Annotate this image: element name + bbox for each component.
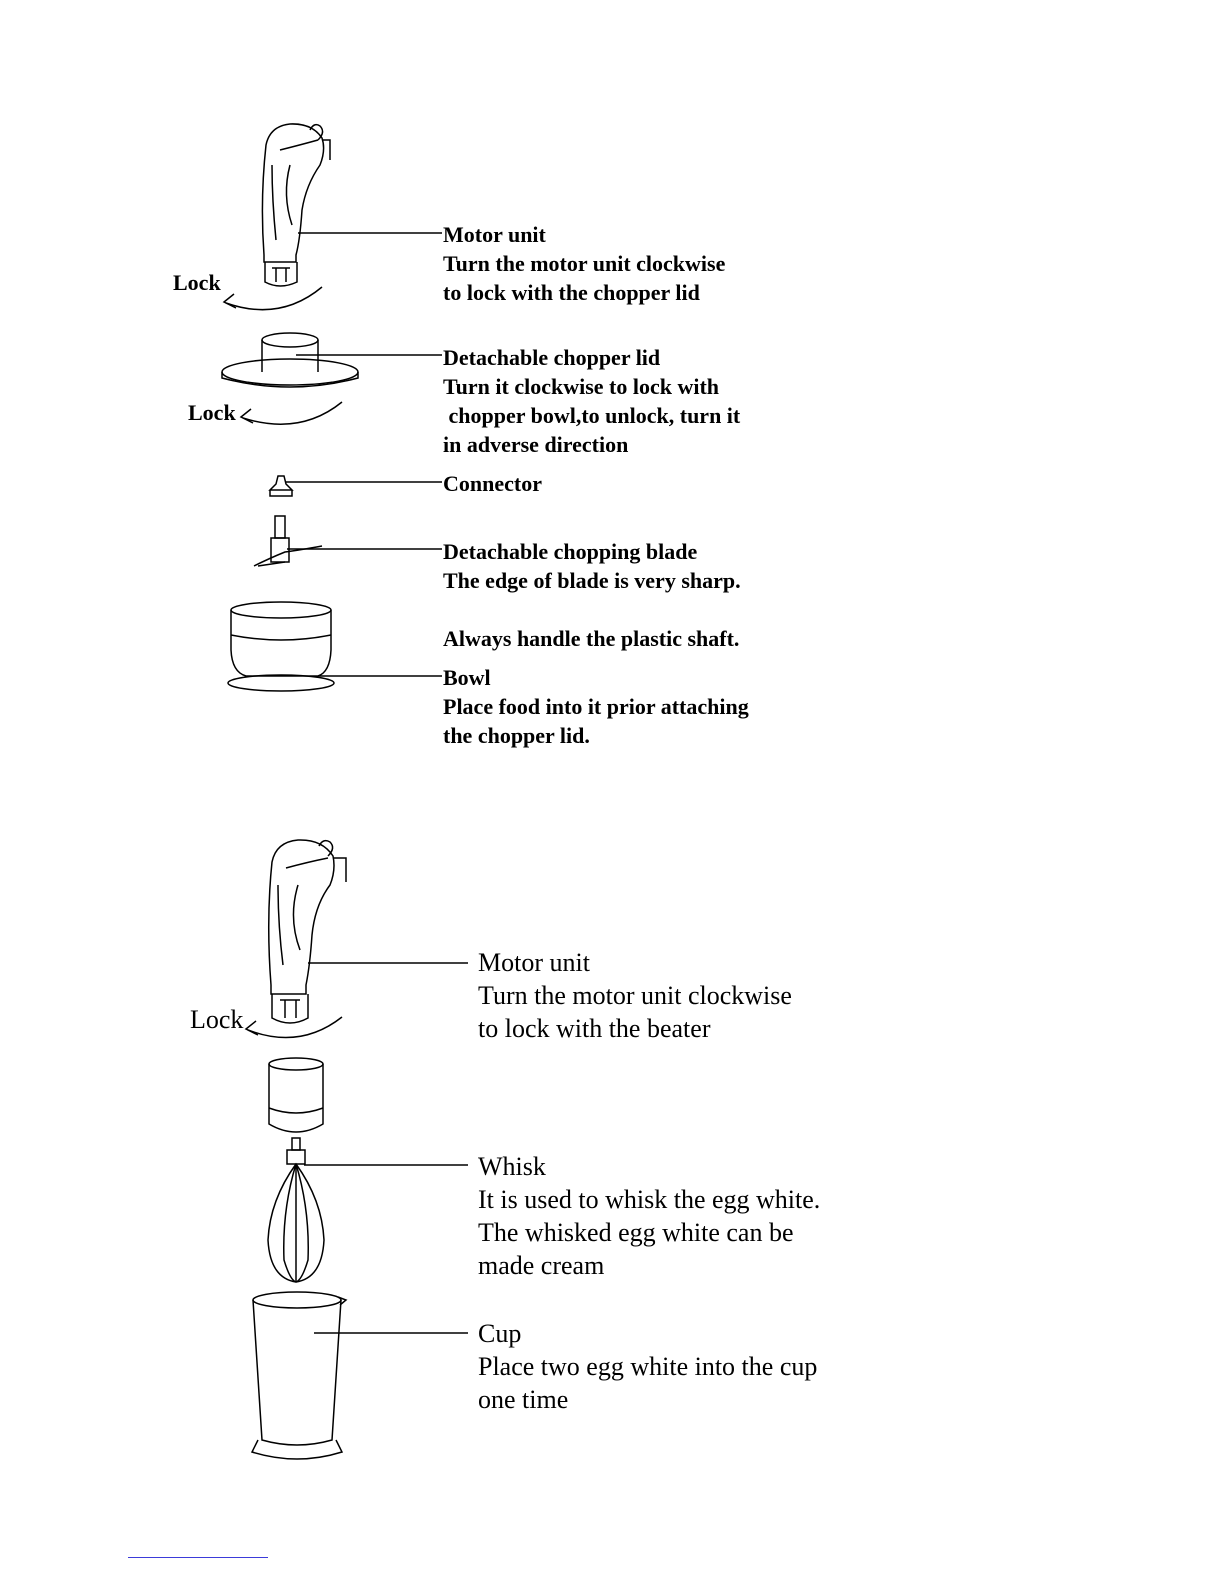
callout-line: the chopper lid. [443,723,590,748]
bowl-illustration [228,602,334,691]
callout-line: one time [478,1385,569,1414]
whisk-illustration [268,1138,324,1282]
callout-title: Detachable chopper lid [443,345,661,370]
callout-line: in adverse direction [443,432,629,457]
bowl-callout [443,663,749,750]
callout-title: Whisk [478,1152,546,1181]
beater-gearbox-illustration [269,1058,323,1132]
callout-line: Turn it clockwise to lock with [443,374,720,399]
callout-line: The whisked egg white can be [478,1218,794,1247]
motor-unit-callout-1 [443,220,725,307]
chopping-blade-illustration [254,516,322,566]
callout-line: to lock with the chopper lid [443,280,700,305]
callout-line: Turn the motor unit clockwise [478,981,792,1010]
callout-title: Motor unit [443,222,546,247]
chopper-lid-callout [443,343,740,459]
callout-line: made cream [478,1251,605,1280]
footer-link-underline[interactable] [128,1557,268,1558]
callout-title: Motor unit [478,948,590,977]
rotation-arrow-1 [224,287,322,310]
motor-unit-illustration-1 [262,124,330,286]
motor-unit-illustration-2 [269,840,346,1023]
cup-illustration [252,1292,346,1459]
lock-label-3: Lock [190,1005,244,1034]
callout-line: The edge of blade is very sharp. [443,568,741,593]
callout-line: Place two egg white into the cup [478,1352,818,1381]
whisk-callout [478,1150,820,1282]
connector-callout [443,469,542,498]
callout-title: Connector [443,471,542,496]
connector-illustration [270,476,292,496]
blade-callout [443,537,741,653]
rotation-arrow-2 [241,402,342,424]
callout-line: Place food into it prior attaching [443,694,749,719]
chopper-lid-illustration [222,333,358,387]
callout-title: Detachable chopping blade [443,539,698,564]
callout-line: Turn the motor unit clockwise [443,251,726,276]
callout-line: It is used to whisk the egg white. [478,1185,821,1214]
callout-line: chopper bowl,to unlock, turn it [443,403,741,428]
lock-label-1: Lock [173,270,221,295]
callout-line [443,595,741,624]
lock-label-2: Lock [188,400,236,425]
callout-title: Cup [478,1319,522,1348]
cup-callout [478,1317,817,1416]
callout-title: Bowl [443,665,491,690]
rotation-arrow-3 [246,1017,342,1038]
callout-line: Always handle the plastic shaft. [443,626,740,651]
callout-line: to lock with the beater [478,1014,711,1043]
motor-unit-callout-2 [478,946,792,1045]
